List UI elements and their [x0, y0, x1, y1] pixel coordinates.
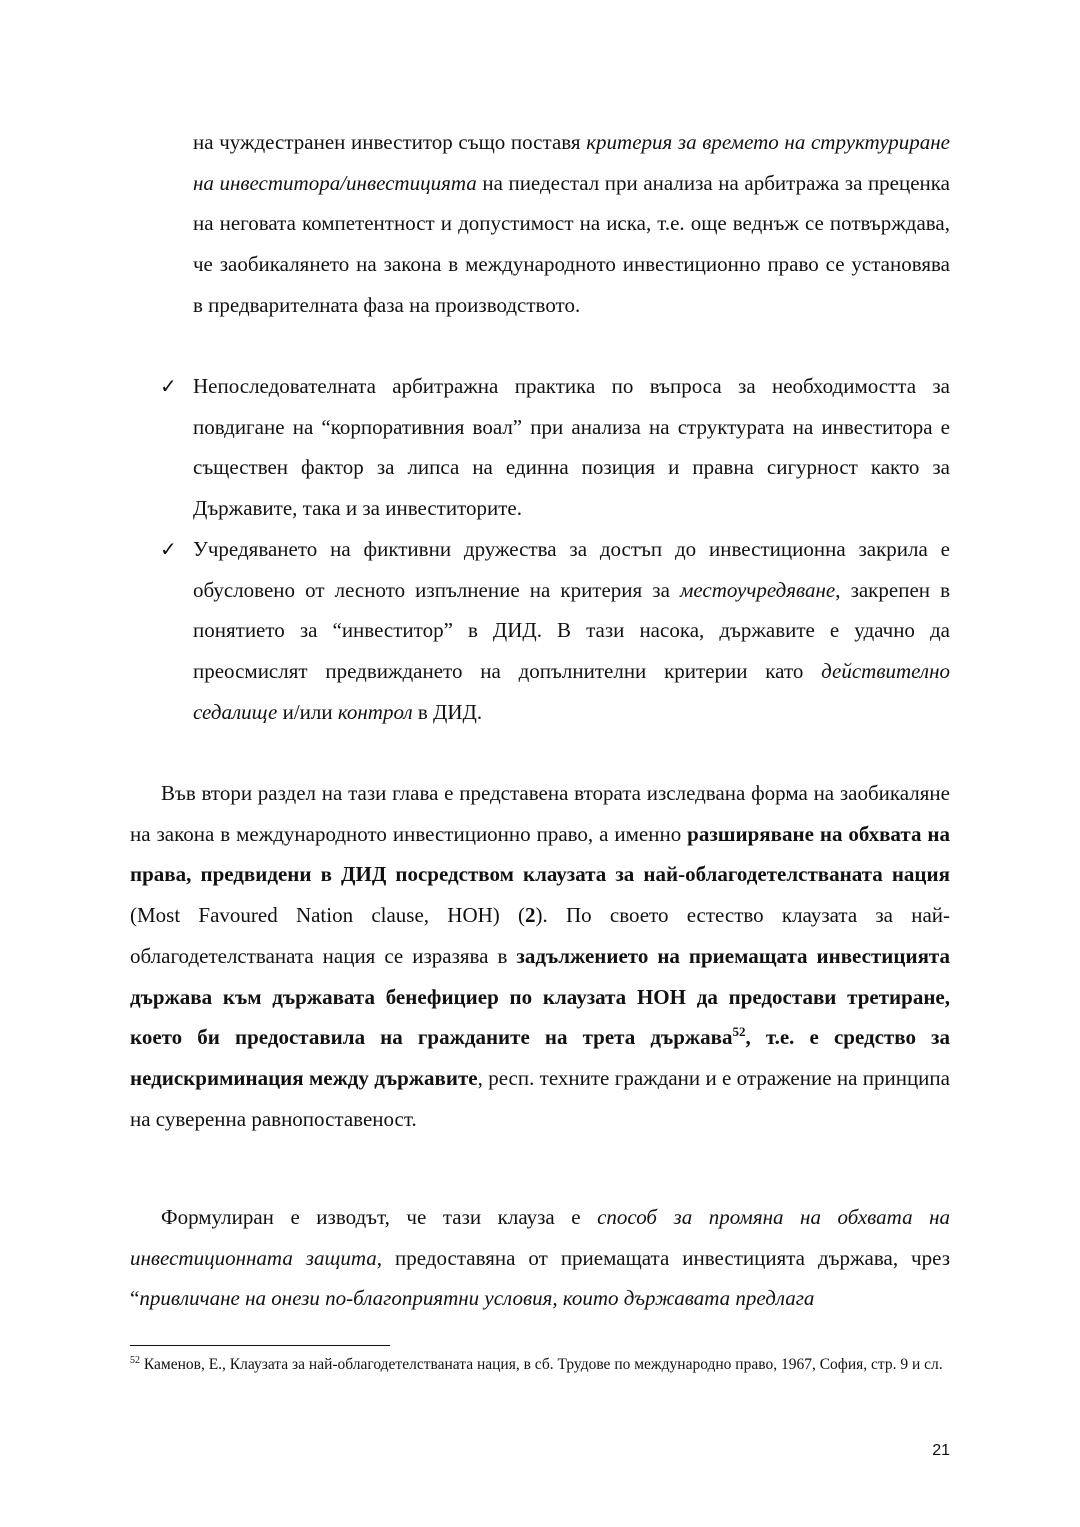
footnote-ref[interactable]: 52: [732, 1024, 746, 1040]
text-run: на чуждестранен инвеститор също поставя: [193, 130, 587, 154]
body-paragraph: [130, 1197, 950, 1319]
text-run: на пиедестал при анализа на арбитража за преценка на неговата компетентност и допустимост на иска, т.е. още веднъж се потвърждава, че заобикалянето на закона в международното инвестиционно право се установява в предварителната фаза на производството.: [193, 170, 951, 317]
continuation-paragraph: [193, 122, 950, 326]
footnote-number: 52: [130, 1354, 140, 1366]
text-run: ). По своето естество клаузата за най-облагодетелстваната нация се изразява в: [130, 903, 951, 968]
bullet-item: [160, 366, 950, 529]
text-run: , закрепен в понятието за “инвеститор” в ДИД. В тази насока, държавите е удачно да преосмислят предвиждането на допълнителни критерии като: [193, 577, 950, 684]
italic-run: способ за промяна на обхвата на инвестиционната защита: [130, 1205, 951, 1270]
bold-run: разширяване на обхвата на права, предвидени в ДИД посредством клаузата за най-облагодетелстваната нация: [130, 821, 950, 887]
text-run: Непоследователната арбитражна практика по въпроса за необходимостта за повдигане на “корпоративния воал” при анализа на структурата на инвеститора е съществен фактор за липса на единна позиция и правна сигурност както за Държавите, така и за инвеститорите.: [193, 374, 950, 521]
italic-run: привличане на онези по-благоприятни условия, които държавата предлага: [139, 1286, 815, 1311]
text-run: и/или: [277, 699, 338, 724]
italic-run: действително седалище: [193, 659, 950, 724]
footnote-text: Каменов, Е., Клаузата за най-облагодетелстваната нация, в сб. Трудове по международно право, 1967, София, стр. 9 и сл.: [140, 1356, 943, 1373]
footnote-separator: [130, 1345, 390, 1346]
body-paragraph: [130, 773, 950, 1139]
checkmark-icon: ✓: [160, 537, 177, 561]
bullet-item: [160, 529, 950, 733]
bold-run: 2: [525, 903, 536, 928]
text-run: Учредяването на фиктивни дружества за достъп до инвестиционна закрила е обусловено от лесното изпълнение на критерия за: [193, 537, 950, 602]
italic-run: контрол: [337, 699, 413, 724]
text-run: , респ. техните граждани и е отражение на принципа на суверенна равнопоставеност.: [130, 1065, 950, 1131]
page-number: 21: [932, 1442, 950, 1459]
text-run: , предоставяна от приемащата инвестицията държава, чрез “: [130, 1245, 950, 1311]
italic-run: местоучредяване: [679, 577, 836, 602]
bold-run: , т.е. е средство за недискриминация между държавите: [130, 1025, 950, 1090]
checkmark-icon: ✓: [160, 374, 177, 398]
text-run: (Most Favoured Nation clause, НОН) (: [130, 903, 526, 928]
italic-run: критерия за времето на структуриране на инвеститора/инвестицията: [193, 130, 950, 195]
footnote: [130, 1355, 950, 1375]
text-run: Във втори раздел на тази глава е представена втората изследвана форма на заобикаляне на закона в международното инвестиционно право, а именно: [130, 781, 950, 846]
text-run: Формулиран е изводът, че тази клауза е: [161, 1205, 598, 1229]
bold-run: задължението на приемащата инвестицията държава към държавата бенефициер по клаузата НОН да предостави третиране, което би предоставила на гражданите на трета държава: [130, 943, 951, 1050]
text-run: в ДИД.: [412, 699, 483, 724]
